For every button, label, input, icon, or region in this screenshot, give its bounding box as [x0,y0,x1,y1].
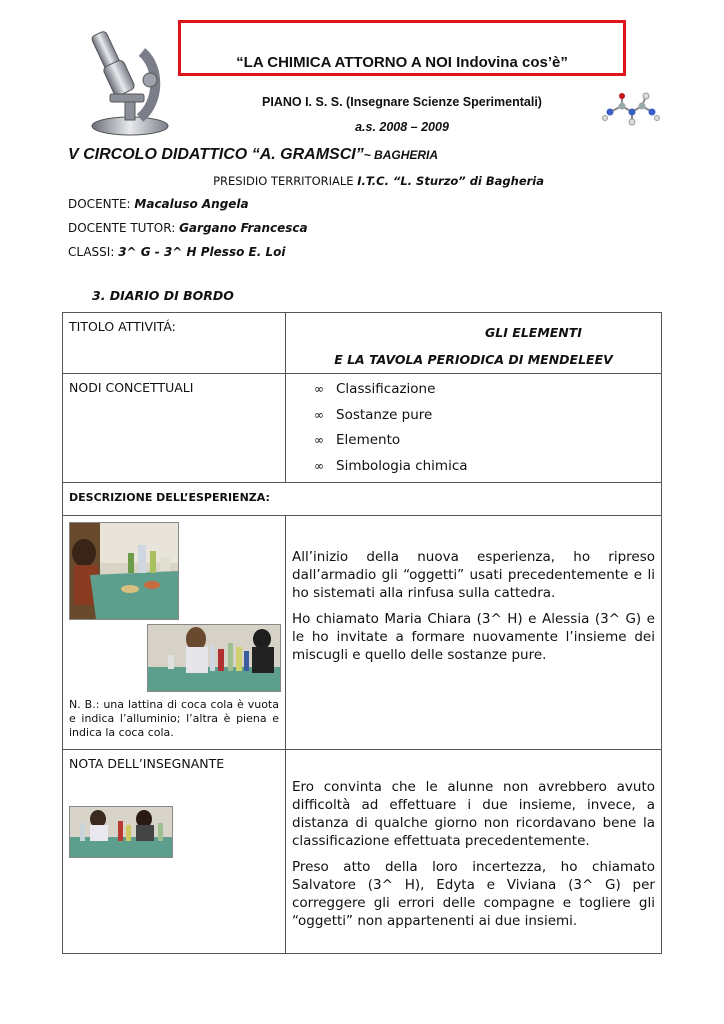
nb-note: N. B.: una lattina di coca cola è vuota e indica l’alluminio; l’altra è piena e indica la coca cola. [69,698,279,739]
bullet-icon: ∞ [314,382,324,396]
teacher-note-text-cell [286,750,662,954]
presidio-value: I.T.C. “L. Sturzo” di Bagheria [357,174,544,188]
concepts-label-cell [63,374,286,483]
concept-label: Elemento [336,432,401,448]
microscope-icon [80,22,175,141]
activity-title-line1: GLI ELEMENTI [485,325,582,340]
list-item [314,456,661,482]
teacher-note-cell [63,750,286,954]
teacher-note-label: NOTA DELL’INSEGNANTE [69,756,225,771]
tutor-label: DOCENTE TUTOR: [68,221,180,235]
teacher-label: DOCENTE: [68,197,135,211]
school-year: a.s. 2008 – 2009 [355,120,449,134]
concepts-list [286,374,661,481]
title-value-cell [286,313,662,374]
bullet-icon: ∞ [314,458,324,473]
classroom-photo-3 [69,806,173,858]
list-item [314,430,661,456]
description-text-cell [286,516,662,750]
classes-line [68,245,285,259]
school-location: ~ BAGHERIA [363,148,439,162]
teacher-note-paragraph-1: Ero convinta che le alunne non avrebbero avuto difficoltà ad effettuare i due insieme, invece, a distanza di qualche giorno non ricordavano bene la classificazione effettuata precedentemente. [292,779,655,849]
teacher-name: Macaluso Angela [134,197,249,211]
teacher-note-paragraph-2: Preso atto della loro incertezza, ho chiamato Salvatore (3^ H), Edyta e Viviana (3^ G) per correggere gli errori delle compagne e togliere gli “oggetti” non appartenenti ai due insiemi. [292,859,655,929]
activity-title-line2: E LA TAVOLA PERIODICA DI MENDELEEV [334,352,613,367]
tutor-name: Gargano Francesca [179,221,308,235]
concepts-label: NODI CONCETTUALI [69,380,194,395]
classroom-photo-1 [69,522,179,620]
bullet-icon: ∞ [314,407,324,422]
classroom-photo-2 [147,624,281,692]
description-label: DESCRIZIONE DELL’ESPERIENZA: [69,491,270,504]
tutor-line [68,221,308,235]
main-title: “LA CHIMICA ATTORNO A NOI Indovina cos’è” [236,54,568,71]
activity-table [62,312,662,954]
teacher-line [68,197,249,211]
project-subtitle: PIANO I. S. S. (Insegnare Scienze Sperimentali) [262,95,542,109]
description-header-cell [63,483,662,516]
list-item [314,379,661,405]
presidio-line [68,174,544,188]
molecule-icon [600,92,660,134]
title-label: TITOLO ATTIVITÁ: [69,319,176,334]
section-title: 3. DIARIO DI BORDO [92,288,234,303]
concepts-list-cell [286,374,662,483]
bullet-icon: ∞ [314,433,324,447]
title-label-cell [63,313,286,374]
description-photos-cell [63,516,286,750]
school-name-main: V CIRCOLO DIDATTICO “A. GRAMSCI” [68,146,364,163]
classes-label: CLASSI: [68,245,119,259]
description-paragraph-1: All’inizio della nuova esperienza, ho ripreso dall’armadio gli “oggetti” usati precedentemente e li ho sistemati alla rinfusa sulla cattedra. [292,549,655,601]
classes-value: 3^ G - 3^ H Plesso E. Loi [118,245,286,259]
concept-label: Classificazione [336,381,436,397]
school-name [68,146,438,164]
description-paragraph-2: Ho chiamato Maria Chiara (3^ H) e Alessia (3^ G) e le ho invitate a formare nuovamente l’insieme dei miscugli e quello delle sostanze pure. [292,611,655,663]
presidio-label: PRESIDIO TERRITORIALE [213,174,358,188]
list-item [314,405,661,431]
concept-label: Simbologia chimica [336,457,468,474]
concept-label: Sostanze pure [336,406,433,423]
